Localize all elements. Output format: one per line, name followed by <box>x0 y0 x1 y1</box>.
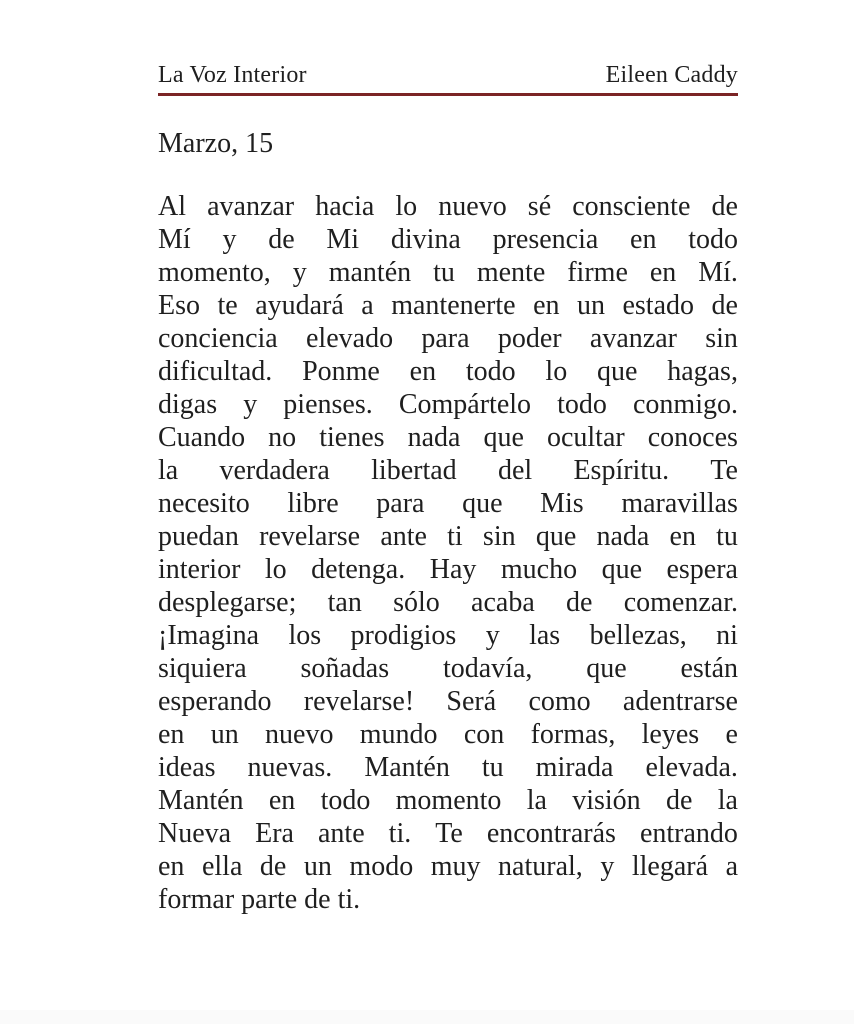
body-line: en un nuevo mundo con formas, leyes e <box>158 719 738 750</box>
body-line: interior lo detenga. Hay mucho que espera <box>158 554 738 585</box>
body-paragraph <box>158 190 738 916</box>
section-heading: Marzo, 15 <box>158 128 274 159</box>
page-content <box>158 0 738 916</box>
page-bottom-edge <box>0 1010 854 1024</box>
body-line: ¡Imagina los prodigios y las bellezas, ni <box>158 620 738 651</box>
running-header-author: Eileen Caddy <box>605 62 738 88</box>
body-line: siquiera soñadas todavía, que están <box>158 653 738 684</box>
body-line: Mantén en todo momento la visión de la <box>158 785 738 816</box>
body-line: dificultad. Ponme en todo lo que hagas, <box>158 356 738 387</box>
header-rule <box>158 93 738 96</box>
running-header <box>158 62 738 89</box>
body-line: digas y pienses. Compártelo todo conmigo. <box>158 389 738 420</box>
body-line: Nueva Era ante ti. Te encontrarás entrando <box>158 818 738 849</box>
body-line: Al avanzar hacia lo nuevo sé consciente de <box>158 191 738 222</box>
body-line: Cuando no tienes nada que ocultar conoces <box>158 422 738 453</box>
body-line: momento, y mantén tu mente firme en Mí. <box>158 257 738 288</box>
body-line: formar parte de ti. <box>158 884 361 915</box>
body-line: la verdadera libertad del Espíritu. Te <box>158 455 738 486</box>
body-line: conciencia elevado para poder avanzar sin <box>158 323 738 354</box>
body-line: Mí y de Mi divina presencia en todo <box>158 224 738 255</box>
running-header-title: La Voz Interior <box>158 62 307 88</box>
body-line: ideas nuevas. Mantén tu mirada elevada. <box>158 752 738 783</box>
body-line: en ella de un modo muy natural, y llegará a <box>158 851 738 882</box>
body-line: necesito libre para que Mis maravillas <box>158 488 738 519</box>
body-line: puedan revelarse ante ti sin que nada en tu <box>158 521 738 552</box>
body-line: esperando revelarse! Será como adentrarse <box>158 686 738 717</box>
body-line: desplegarse; tan sólo acaba de comenzar. <box>158 587 738 618</box>
body-line: Eso te ayudará a mantenerte en un estado de <box>158 290 738 321</box>
